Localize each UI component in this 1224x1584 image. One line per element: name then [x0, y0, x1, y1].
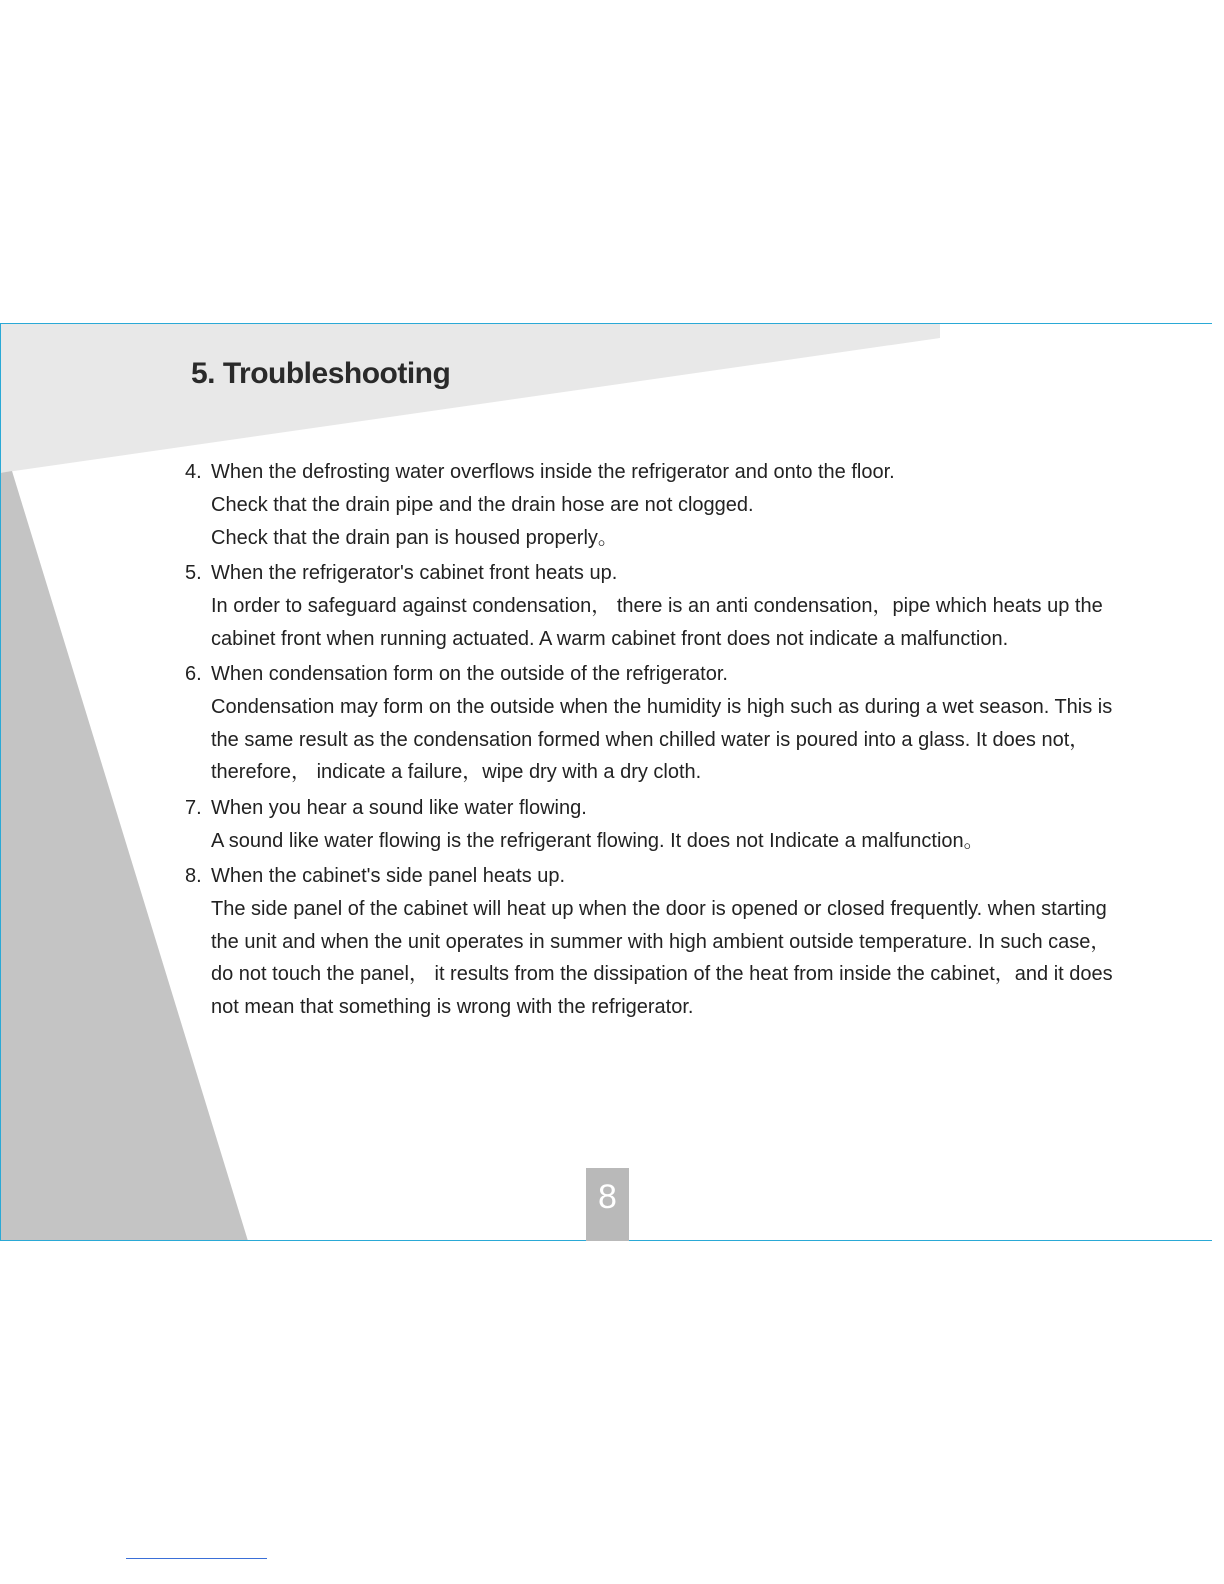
item-text: A sound like water flowing is the refrigerant flowing. It does not Indicate a malfunction。 — [211, 829, 984, 852]
list-item — [185, 860, 1120, 1023]
item-text: Condensation may form on the outside when the humidity is high such as during a wet season. This is the same result as the condensation formed when chilled water is poured into a glass. It does not，therefore， indicate a failure，wipe dry with a dry cloth. — [211, 696, 1113, 783]
list-item — [185, 792, 1120, 858]
item-body — [185, 691, 1120, 789]
item-heading: When the defrosting water overflows inside the refrigerator and onto the floor. — [211, 461, 895, 483]
item-heading: When the refrigerator's cabinet front heats up. — [211, 562, 618, 584]
item-text: In order to safeguard against condensation， there is an anti condensation，pipe which heats up the cabinet front when running actuated. A warm cabinet front does not indicate a malfunction. — [211, 595, 1103, 650]
item-text: Check that the drain pan is housed properly。 — [211, 526, 618, 549]
item-number: 4. — [185, 461, 202, 483]
item-text: Check that the drain pipe and the drain hose are not clogged. — [211, 494, 754, 516]
bottom-rule — [126, 1558, 267, 1559]
item-body — [185, 893, 1120, 1023]
item-body — [185, 825, 1120, 858]
item-heading: When condensation form on the outside of the refrigerator. — [211, 663, 728, 685]
page-number-tab: 8 — [586, 1168, 629, 1241]
item-number: 6. — [185, 663, 202, 685]
page-title: 5. Troubleshooting — [191, 357, 451, 390]
item-number: 8. — [185, 865, 202, 887]
item-number: 7. — [185, 796, 202, 819]
item-heading: When you hear a sound like water flowing. — [211, 796, 587, 819]
item-number: 5. — [185, 562, 202, 584]
troubleshooting-list — [185, 456, 1120, 1026]
item-body — [185, 590, 1120, 655]
list-item — [185, 557, 1120, 655]
list-item — [185, 456, 1120, 554]
item-body — [185, 489, 1120, 554]
item-heading: When the cabinet's side panel heats up. — [211, 865, 566, 887]
item-text: The side panel of the cabinet will heat up when the door is opened or closed frequently. when starting the unit and when the unit operates in summer with high ambient outside temperature. In such case，do not touch the panel， it results from the dissipation of the heat from inside the cabinet，and it does not mean that something is wrong with the refrigerator. — [211, 898, 1113, 1018]
list-item — [185, 658, 1120, 789]
